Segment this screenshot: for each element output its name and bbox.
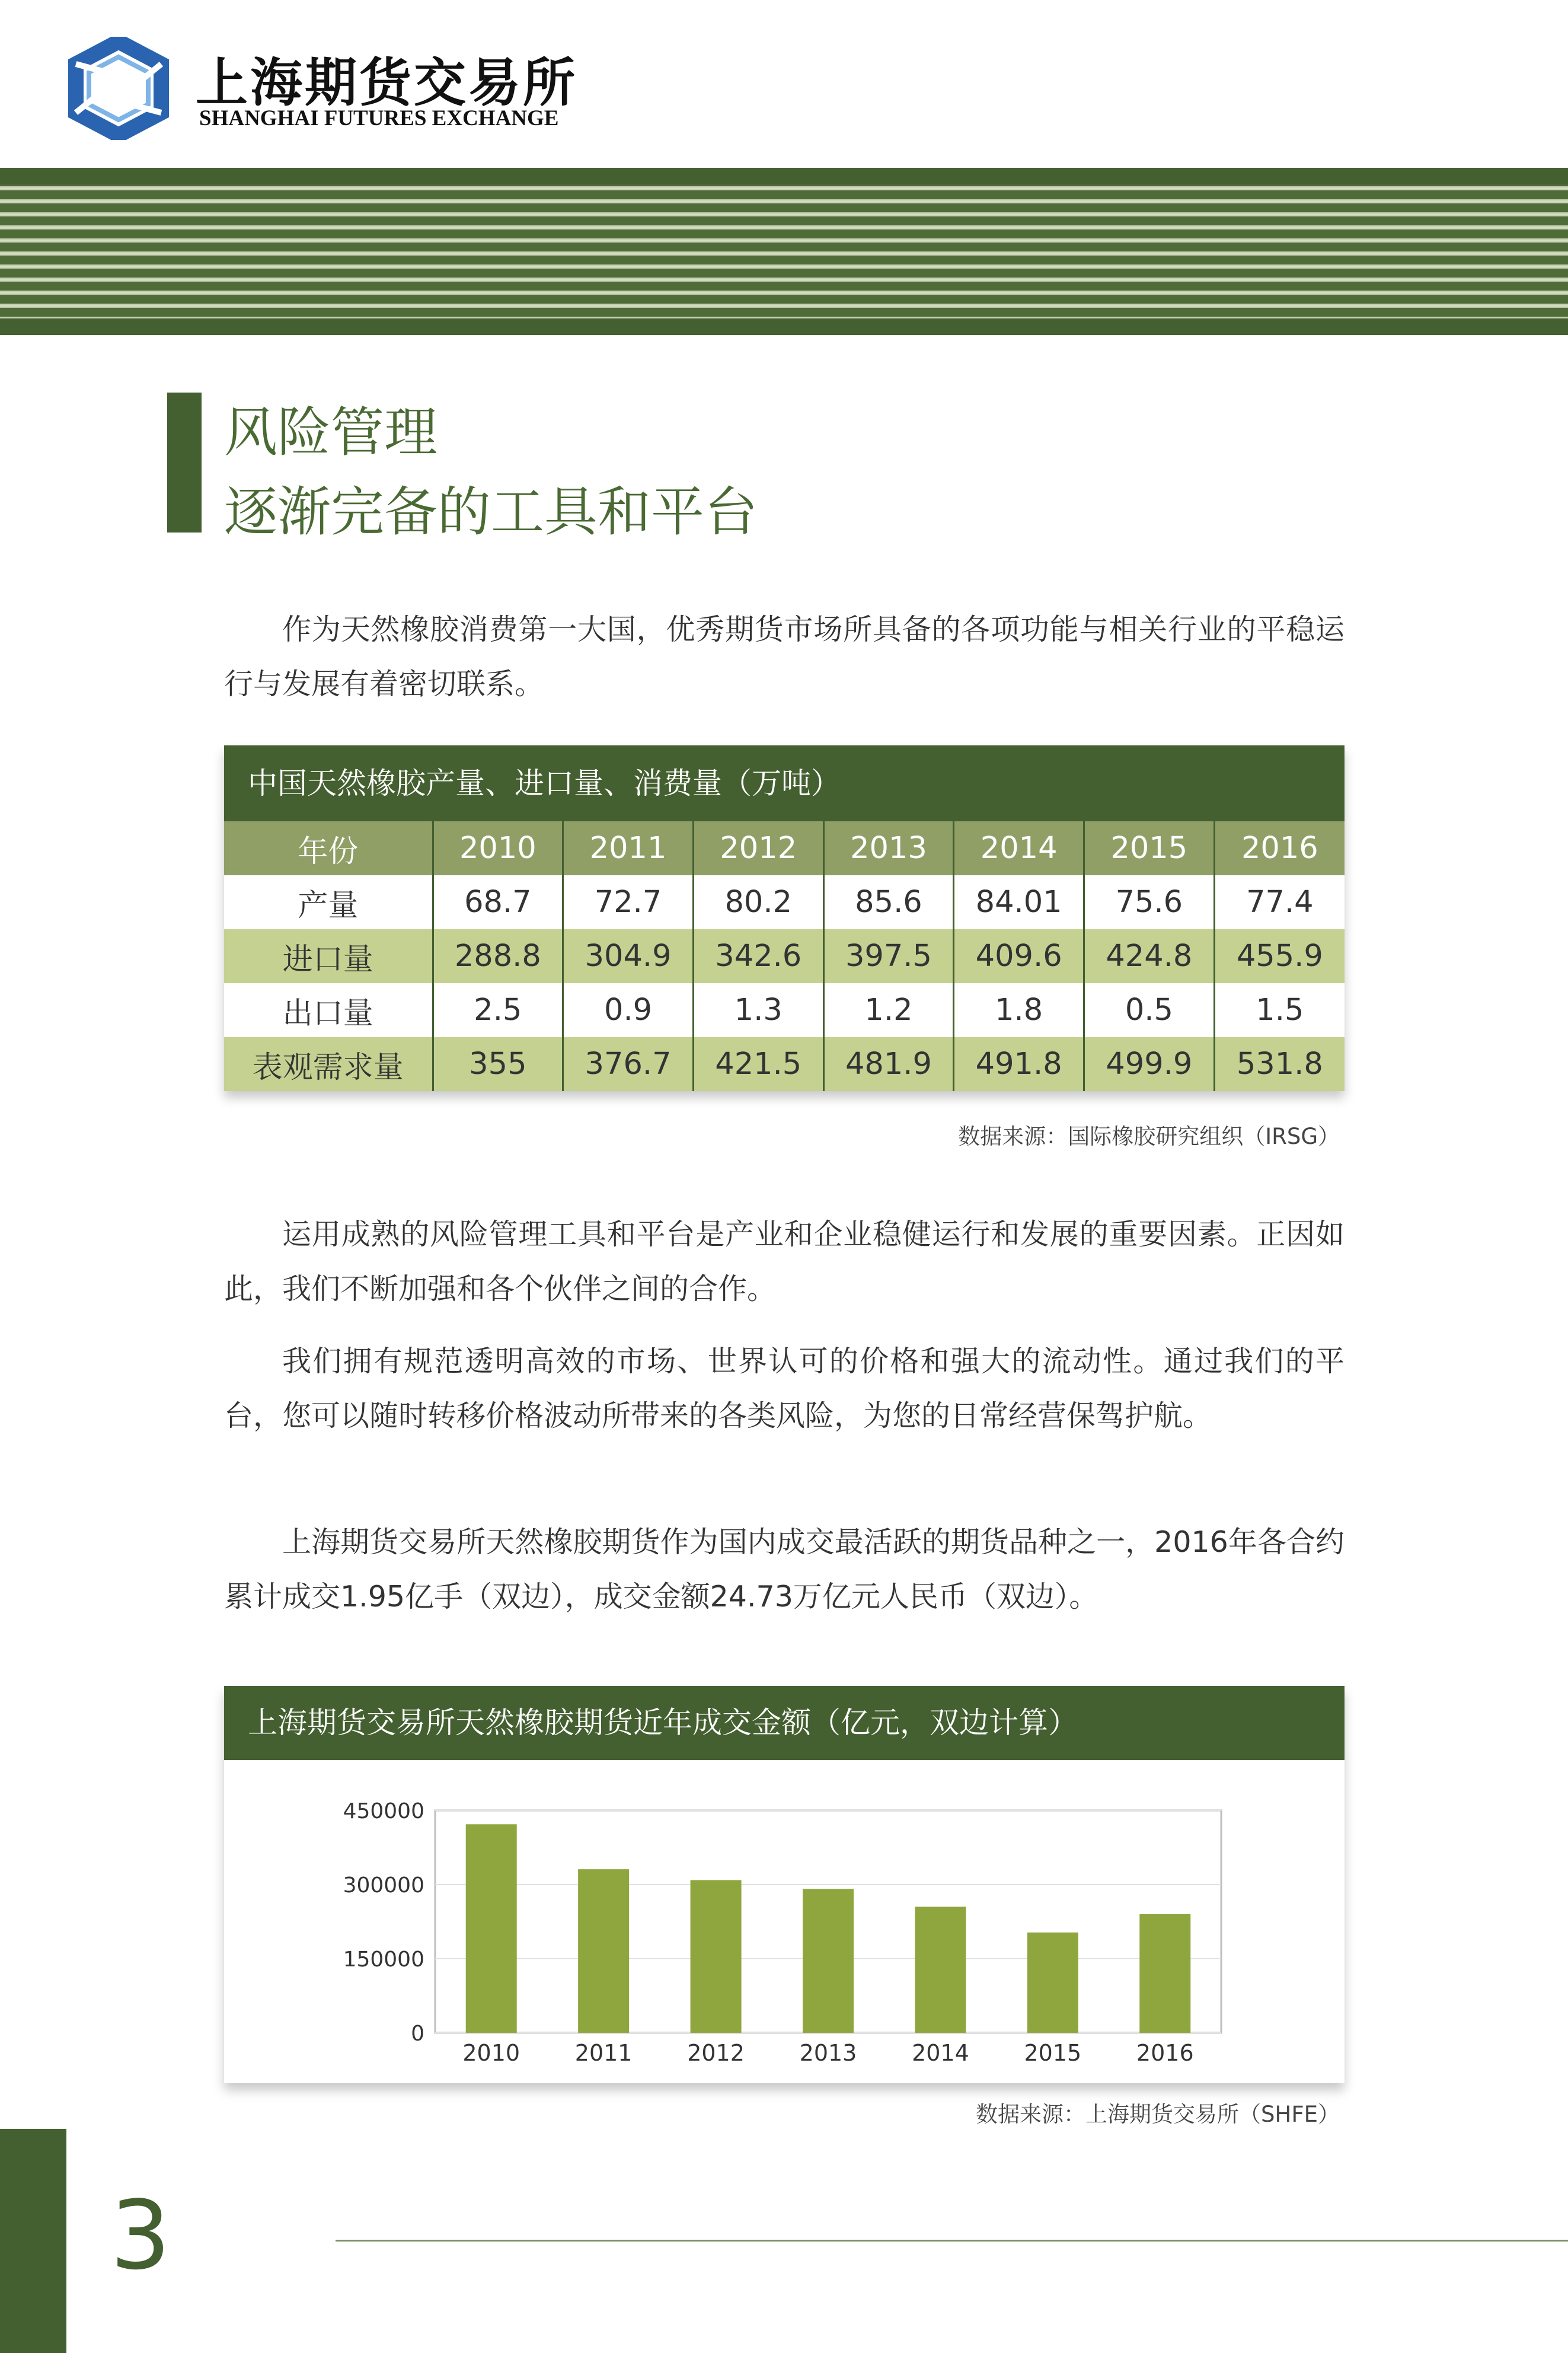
trading-volume-chart [224,1686,1345,2083]
intro-paragraph: 作为天然橡胶消费第一大国，优秀期货市场所具备的各项功能与相关行业的平稳运行与发展有着密切联系。 [224,613,1345,701]
table-cell: 表观需求量 [224,1037,433,1091]
bar [803,1889,854,2033]
table-cell: 376.7 [563,1037,694,1091]
section-subtitle: 逐渐完备的工具和平台 [224,481,758,543]
x-tick-label: 2012 [687,2040,745,2066]
table-cell: 531.8 [1214,1037,1345,1091]
table-cell: 421.5 [693,1037,823,1091]
title-accent-bar [167,393,202,533]
table-cell: 355 [433,1037,563,1091]
table-cell: 397.5 [823,929,954,983]
table-cell: 491.8 [954,1037,1084,1091]
table-cell: 1.8 [954,983,1084,1037]
table-cell: 84.01 [954,875,1084,929]
table-cell: 1.2 [823,983,954,1037]
x-tick-label: 2016 [1136,2040,1194,2066]
x-tick-label: 2014 [912,2040,969,2066]
table-title: 中国天然橡胶产量、进口量、消费量（万吨） [224,745,1345,821]
table-row [224,1037,1345,1091]
y-tick-label: 300000 [343,1873,424,1898]
logo-icon [65,37,172,140]
page-number: 3 [110,2180,171,2291]
x-tick-label: 2011 [574,2040,633,2066]
table-cell: 77.4 [1214,875,1345,929]
x-tick-label: 2013 [799,2040,857,2066]
chart-title: 上海期货交易所天然橡胶期货近年成交金额（亿元，双边计算） [224,1686,1345,1760]
bar [691,1880,742,2033]
body-paragraph: 运用成熟的风险管理工具和平台是产业和企业稳健运行和发展的重要因素。正因如此，我们不断加强和各个伙伴之间的合作。 [224,1217,1345,1306]
chart-source-note: 数据来源：上海期货交易所（SHFE） [976,2102,1340,2127]
bar-chart [224,1760,1345,2083]
table-cell: 0.9 [563,983,694,1037]
table-cell: 424.8 [1084,929,1215,983]
table-cell: 0.5 [1084,983,1215,1037]
rubber-data-table [224,745,1345,1091]
table-cell: 72.7 [563,875,694,929]
table-header-cell: 2012 [693,821,823,875]
table-header-cell: 2013 [823,821,954,875]
body-paragraph: 我们拥有规范透明高效的市场、世界认可的价格和强大的流动性。通过我们的平台，您可以随时转移价格波动所带来的各类风险，为您的日常经营保驾护航。 [224,1344,1345,1433]
header-banner [0,168,1568,335]
x-tick-label: 2010 [462,2040,520,2066]
table-cell: 288.8 [433,929,563,983]
table-cell: 481.9 [823,1037,954,1091]
table-cell: 进口量 [224,929,433,983]
table-cell: 455.9 [1214,929,1345,983]
table-cell: 85.6 [823,875,954,929]
y-tick-label: 450000 [343,1799,424,1823]
table-cell: 产量 [224,875,433,929]
table-header-row [224,821,1345,875]
bar [915,1907,966,2033]
y-tick-label: 0 [411,2022,424,2046]
table-body [224,821,1345,1091]
table-row [224,875,1345,929]
table-header-cell: 2011 [563,821,694,875]
bar [1027,1933,1078,2033]
table-header-cell: 2015 [1084,821,1215,875]
logo-english-name: SHANGHAI FUTURES EXCHANGE [199,106,559,130]
table-cell: 出口量 [224,983,433,1037]
table-cell: 80.2 [693,875,823,929]
x-tick-label: 2015 [1024,2040,1082,2066]
table-cell: 1.5 [1214,983,1345,1037]
bar [578,1869,629,2033]
bar [466,1824,517,2033]
y-tick-label: 150000 [343,1947,424,1972]
table-header-cell: 2010 [433,821,563,875]
bar [1139,1914,1190,2033]
table-cell: 68.7 [433,875,563,929]
table-source-note: 数据来源：国际橡胶研究组织（IRSG） [958,1124,1340,1149]
table-cell: 409.6 [954,929,1084,983]
table-header-cell: 年份 [224,821,433,875]
table-cell: 342.6 [693,929,823,983]
table-row [224,983,1345,1037]
table-row [224,929,1345,983]
table-cell: 1.3 [693,983,823,1037]
footer-divider [336,2240,1568,2242]
table-cell: 75.6 [1084,875,1215,929]
table-cell: 304.9 [563,929,694,983]
table-header-cell: 2016 [1214,821,1345,875]
table-header-cell: 2014 [954,821,1084,875]
table-cell: 2.5 [433,983,563,1037]
section-title: 风险管理 [224,401,437,464]
logo-chinese-name: 上海期货交易所 [196,52,578,113]
table-cell: 499.9 [1084,1037,1215,1091]
page-tab [0,2129,66,2353]
body-paragraph: 上海期货交易所天然橡胶期货作为国内成交最活跃的期货品种之一，2016年各合约累计成交1.95亿手（双边），成交金额24.73万亿元人民币（双边）。 [224,1525,1345,1614]
